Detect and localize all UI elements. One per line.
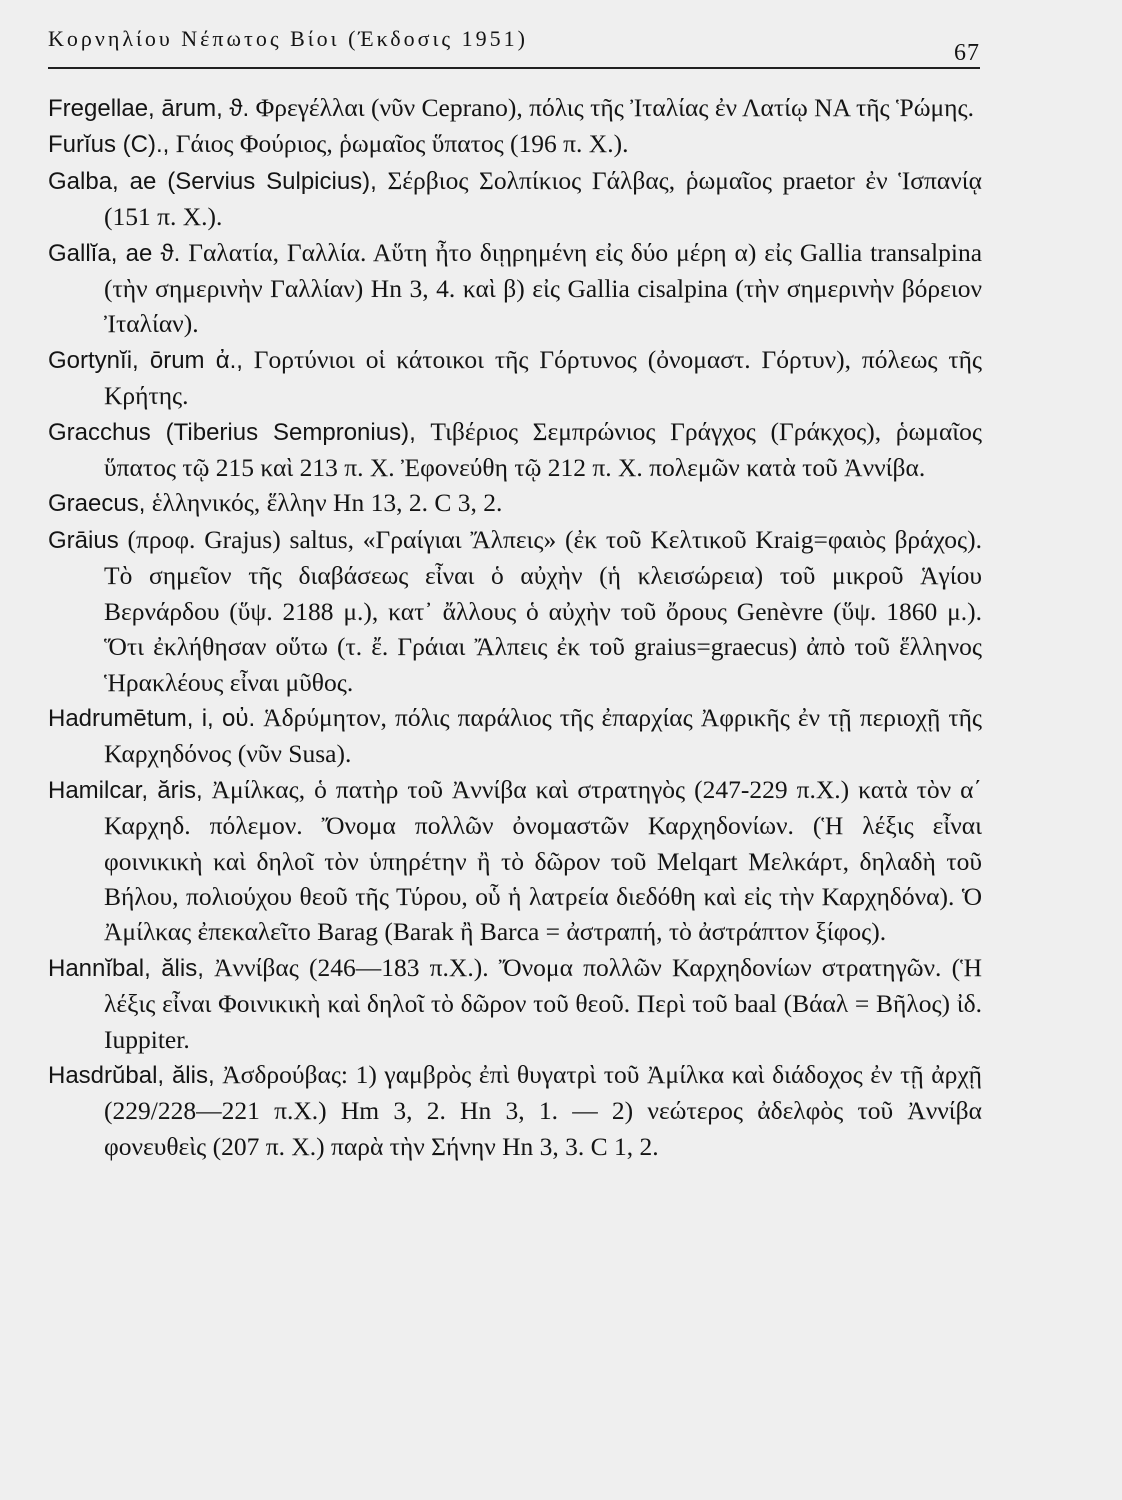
page-number: 67 [954,40,980,66]
entry-term: Gallĭa, ae ϑ. [48,239,181,267]
entry-term: Gracchus (Tiberius Sempronius), [48,418,416,446]
entry-text: Ἀσδρούβας: 1) γαμβρὸς ἐπὶ θυγατρὶ τοῦ Ἀμίλκα καὶ διάδοχος ἐν τῇ ἀρχῇ (229/228—221 π.Χ.) Hm 3, 2. Hn 3, 1. — 2) νεώτερος ἀδελφὸς τοῦ Ἀννίβα φονευθεὶς (207 π. Χ.) παρὰ τὴν Σήνην Hn 3, 3. C 1, 2. [104,1059,982,1161]
glossary-entry [48,700,982,772]
glossary-entry [48,1057,982,1164]
entry-text: Ἀννίβας (246—183 π.Χ.). Ὄνομα πολλῶν Καρχηδονίων στρατηγῶν. (Ἡ λέξις εἶναι Φοινικικὴ καὶ δηλοῖ τὸ δῶρον τοῦ θεοῦ. Περὶ τοῦ baal (Βάαλ = Βῆλος) ἰδ. Iuppiter. [104,952,982,1054]
entry-text: Τιβέριος Σεμπρώνιος Γράγχος (Γράκχος), ῥωμαῖος ὕπατος τῷ 215 καὶ 213 π. Χ. Ἐφονεύθη τῷ 212 π. Χ. πολεμῶν κατὰ τοῦ Ἀννίβα. [104,416,983,483]
entry-text: (προφ. Grajus) saltus, «Γραίγιαι Ἄλπεις» (ἐκ τοῦ Κελτικοῦ Kraig=φαιὸς βράχος). Τὸ σημεῖον τῆς διαβάσεως εἶναι ὁ αὐχὴν (ἡ κλεισώρεια) τοῦ μικροῦ Ἁγίου Βερνάρδου (ὕψ. 2188 μ.), κατ᾽ ἄλλους ὁ αὐχὴν τοῦ ὄρους Genèvre (ὕψ. 1860 μ.). Ὅτι ἐκλήθησαν οὕτω (τ. ἔ. Γράιαι Ἄλπεις ἐκ τοῦ graius=graecus) ἀπὸ τοῦ ἕλληνος Ἡρακλέους εἶναι μῦθος. [104,524,982,697]
entry-term: Furĭus (C)., [48,131,170,159]
glossary-entry [48,342,982,414]
entry-term: Hasdrŭbal, ălis, [48,1061,215,1089]
entry-term: Gortynĭi, ōrum ἀ., [48,346,243,374]
glossary-entry [48,235,982,342]
glossary-entry [48,126,982,162]
running-header: Κορνηλίου Νέπωτος Βίοι (Έκδοσις 1951) [48,26,528,51]
entry-text: ἑλληνικός, ἕλλην Hn 13, 2. C 3, 2. [151,488,503,518]
entry-term: Hadrumētum, i, οὐ. [48,704,256,732]
entry-text: Σέρβιος Σολπίκιος Γάλβας, ῥωμαῖος praetor ἐν Ἱσπανίᾳ (151 π. Χ.). [104,165,982,232]
entry-text: Ἀμίλκας, ὁ πατὴρ τοῦ Ἀννίβα καὶ στρατηγὸς (247-229 π.Χ.) κατὰ τὸν α΄ Καρχηδ. πόλεμον. Ὄνομα πολλῶν ὀνομαστῶν Καρχηδονίων. (Ἡ λέξις εἶναι φοινικικὴ καὶ δηλοῖ τὸν ὑπηρέτην ἢ τὸ δῶρον τοῦ Melqart Μελκάρτ, δηλαδὴ τοῦ Βήλου, πολιούχου θεοῦ τῆς Τύρου, οὗ ἡ λατρεία διεδόθη καὶ εἰς τὴν Καρχηδόνα). Ὁ Ἀμίλκας ἐπεκαλεῖτο Barag (Barak ἢ Barca = ἀστραπή, τὸ ἀστράπτον ξίφος). [104,774,982,947]
entry-term: Grāius [48,526,119,554]
glossary-entry [48,414,982,486]
header-rule [48,67,980,69]
glossary-entry [48,772,982,950]
glossary-entry [48,522,982,700]
glossary-entry [48,90,982,126]
glossary-entries [48,90,982,1164]
entry-term: Hannĭbal, ălis, [48,954,204,982]
entry-text: Γορτύνιοι οἱ κάτοικοι τῆς Γόρτυνος (ὀνομαστ. Γόρτυν), πόλεως τῆς Κρήτης. [104,344,983,411]
entry-text: Γάιος Φούριος, ῥωμαῖος ὕπατος (196 π. Χ.). [175,129,629,159]
glossary-entry [48,950,982,1057]
glossary-entry [48,485,982,521]
entry-text: Γαλατία, Γαλλία. Αὕτη ἦτο διῃρημένη εἰς δύο μέρη α) εἰς Gallia transalpina (τὴν σημερινὴν Γαλλίαν) Hn 3, 4. καὶ β) εἰς Gallia cisalpina (τὴν σημερινὴν βόρειον Ἰταλίαν). [104,237,983,339]
entry-term: Graecus, [48,490,146,518]
entry-text: Ἁδρύμητον, πόλις παράλιος τῆς ἐπαρχίας Ἀφρικῆς ἐν τῇ περιοχῇ τῆς Καρχηδόνος (νῦν Susa). [104,702,983,769]
glossary-entry [48,163,982,235]
entry-term: Fregellae, ārum, ϑ. [48,95,250,122]
entry-term: Hamilcar, ăris, [48,776,203,804]
entry-term: Galba, ae (Servius Sulpicius), [48,167,377,195]
entry-text: Φρεγέλλαι (νῦν Cepranο), πόλις τῆς Ἰταλίας ἐν Λατίῳ ΝΑ τῆς Ῥώμης. [255,93,974,122]
